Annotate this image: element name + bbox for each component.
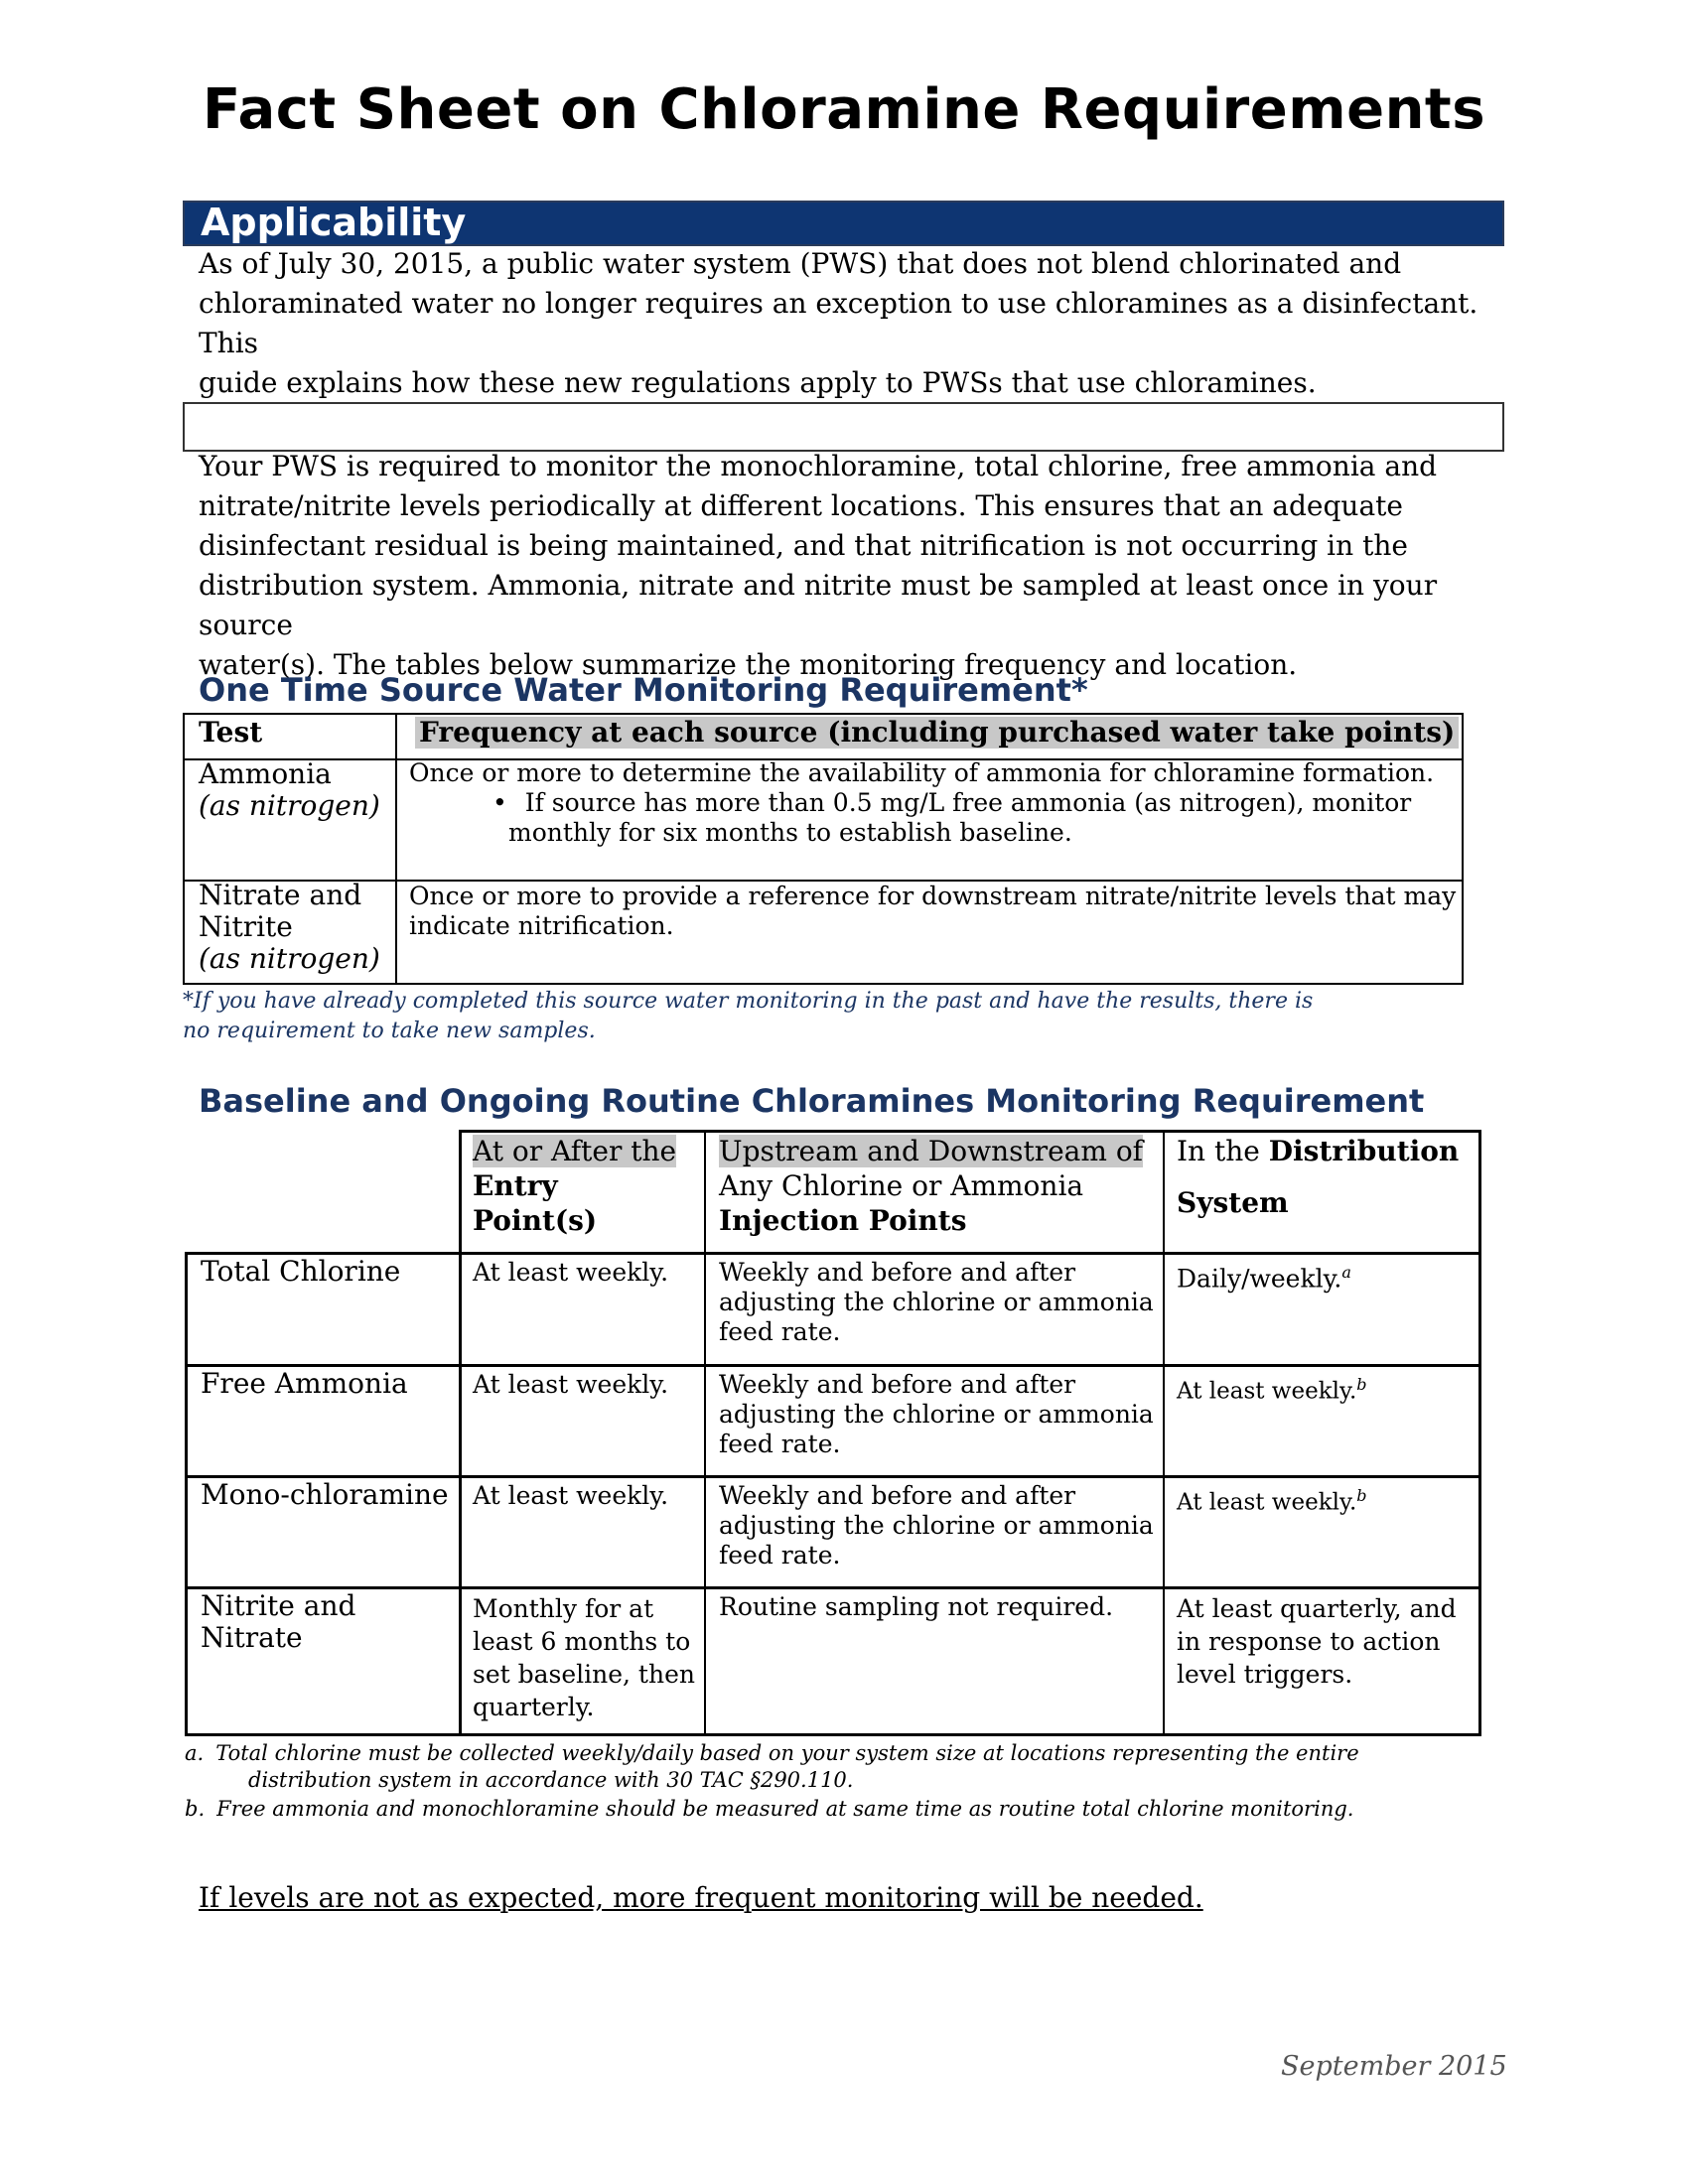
header-text: In the [1177,1135,1269,1167]
row-test-monochloramine: Mono-chloramine [201,1478,449,1511]
bullet-text-cont: monthly for six months to establish baseline. [508,818,1072,847]
footnote-marker: b [1356,1375,1367,1394]
ammonia-frequency [409,758,1434,848]
cell-line: Nitrite and [201,1589,356,1622]
bullet-text: If source has more than 0.5 mg/L free ammonia (as nitrogen), monitor [524,788,1412,817]
paragraph-line: water(s). The tables below summarize the monitoring frequency and location. [199,648,1298,681]
row-test-nitrite-nitrate [201,1590,355,1654]
cell-line: quarterly. [473,1693,595,1721]
frequency-text: Once or more to provide a reference for downstream nitrate/nitrite levels that may [409,882,1457,910]
nitrate-frequency [409,882,1456,941]
header-text: At or After the [473,1135,677,1167]
row-injection: Routine sampling not required. [719,1592,1114,1621]
row-entry: At least weekly. [473,1258,669,1287]
row-injection [719,1481,1154,1570]
header-text: Entry [473,1169,558,1202]
cell-line: At least quarterly, and [1177,1594,1457,1623]
note-line: no requirement to take new samples. [183,1019,596,1043]
cell-line: level triggers. [1177,1660,1353,1689]
column-header-entry [473,1134,676,1238]
bullet-icon: • [492,788,507,817]
publication-date: September 2015 [1281,2051,1507,2082]
source-table-note [183,987,1313,1046]
paragraph-line: Your PWS is required to monitor the monochloramine, total chlorine, free ammonia and [199,450,1438,482]
paragraph-line: As of July 30, 2015, a public water system (PWS) that does not blend chlorinated and [199,247,1402,280]
cell-line: in response to action [1177,1627,1441,1656]
closing-statement: If levels are not as expected, more frequent monitoring will be needed. [199,1881,1203,1914]
cell-line: Monthly for at [473,1594,654,1623]
column-header-distribution [1177,1134,1459,1238]
footnote-label: a. [185,1741,205,1765]
test-nitrate-nitrite [199,880,380,975]
row-distribution [1177,1481,1367,1518]
cell-line: feed rate. [719,1317,841,1346]
routine-table-heading: Baseline and Ongoing Routine Chloramines Monitoring Requirement [199,1082,1425,1120]
row-distribution [1177,1370,1367,1407]
cell-line: feed rate. [719,1541,841,1570]
test-name: Ammonia [199,757,332,790]
paragraph-line: chloraminated water no longer requires an exception to use chloramines as a disinfectant. This [199,287,1478,359]
cell-line: Weekly and before and after [719,1481,1076,1510]
cell-line: adjusting the chlorine or ammonia [719,1511,1154,1540]
paragraph-line: distribution system. Ammonia, nitrate and nitrite must be sampled at least once in your source [199,569,1438,641]
paragraph-line: nitrate/nitrite levels periodically at different locations. This ensures that an adequate [199,489,1403,522]
source-table-heading: One Time Source Water Monitoring Requirement* [199,671,1088,709]
row-injection [719,1258,1154,1347]
applicability-paragraph [199,244,1499,403]
row-injection [719,1370,1154,1459]
note-line: *If you have already completed this source water monitoring in the past and have the results, there is [183,989,1314,1014]
footnote-marker: b [1356,1486,1367,1505]
header-text: Injection Points [719,1204,967,1237]
cell-line: adjusting the chlorine or ammonia [719,1288,1154,1316]
footnote-a [185,1739,1359,1793]
column-header-frequency: Frequency at each source (including purchased water take points) [415,717,1459,749]
column-header-injection [719,1134,1143,1238]
row-entry [473,1592,695,1723]
page-title: Fact Sheet on Chloramine Requirements [202,77,1486,142]
cell-text: At least weekly. [1177,1378,1357,1405]
cell-text: At least weekly. [1177,1489,1357,1516]
cell-line: least 6 months to [473,1627,691,1656]
header-text: Any Chlorine or Ammonia [719,1169,1084,1202]
test-ammonia [199,758,380,822]
cell-line: Nitrate [201,1621,303,1654]
row-distribution [1177,1592,1457,1691]
header-text: Upstream and Downstream of [719,1135,1144,1167]
test-name: Nitrite [199,910,293,943]
header-text: Point(s) [473,1204,598,1237]
footnote-marker: a [1341,1263,1351,1282]
frequency-text: Once or more to determine the availability of ammonia for chloramine formation. [409,758,1435,787]
section-heading: Applicability [201,201,467,244]
cell-line: feed rate. [719,1430,841,1458]
test-name: Nitrate and [199,879,362,911]
row-test-free-ammonia: Free Ammonia [201,1367,408,1400]
header-text: Distribution [1268,1135,1460,1167]
cell-line: Weekly and before and after [719,1370,1076,1399]
cell-line: set baseline, then [473,1660,695,1689]
row-entry: At least weekly. [473,1481,669,1510]
footnote-label: b. [185,1797,206,1821]
monitoring-paragraph [199,447,1499,685]
footnote-text: distribution system in accordance with 30 TAC §290.110. [248,1768,854,1792]
footnote-b [185,1795,1353,1823]
row-distribution [1177,1258,1351,1294]
column-header-test: Test [199,716,263,749]
row-entry: At least weekly. [473,1370,669,1399]
row-test-total-chlorine: Total Chlorine [201,1255,401,1288]
empty-section-header [183,402,1504,452]
cell-line: Weekly and before and after [719,1258,1076,1287]
header-text: System [1177,1186,1289,1219]
cell-text: Daily/weekly. [1177,1264,1342,1294]
paragraph-line: disinfectant residual is being maintained, and that nitrification is not occurring in the [199,529,1408,562]
frequency-text: indicate nitrification. [409,911,674,940]
test-subtitle: (as nitrogen) [199,789,380,822]
test-subtitle: (as nitrogen) [199,942,380,975]
footnote-text: Total chlorine must be collected weekly/daily based on your system size at locations representing the entire [215,1741,1359,1765]
footnote-text: Free ammonia and monochloramine should be measured at same time as routine total chlorine monitoring. [216,1797,1354,1821]
paragraph-line: guide explains how these new regulations apply to PWSs that use chloramines. [199,366,1317,399]
section-header-applicability [183,201,1504,246]
cell-line: adjusting the chlorine or ammonia [719,1400,1154,1429]
